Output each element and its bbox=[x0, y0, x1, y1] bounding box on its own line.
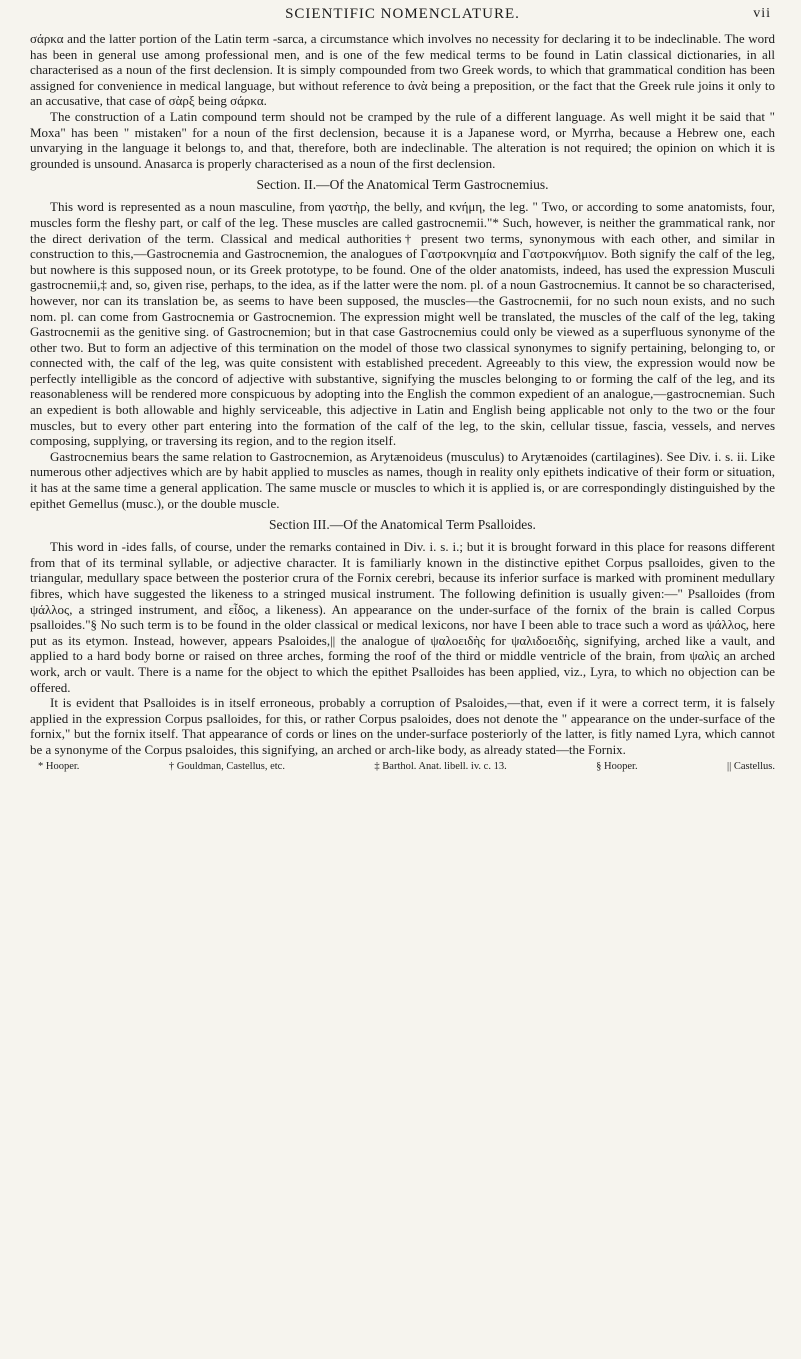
paragraph: This word is represented as a noun masculine, from γαστὴρ, the belly, and κνήμη, the leg. " Two, or according to some anatomists, four, muscles form the fleshy part, or calf of the leg. These muscles are called gastrocnemii."* Such, however, is neither the grammatical rank, nor the direct derivation of the term. Classical and medical authorities† present two terms, synonymous with each other, and similar in construction to this,—Gastrocnemia and Gastrocnemion, the analogues of Γαστροκνημία and Γαστροκνήμιον. Both signify the calf of the leg, but nowhere is this supposed noun, or its Greek prototype, to be found. One of the older anatomists, indeed, has used the expression Musculi gastrocnemii,‡ and, so, given rise, perhaps, to the idea, as if the latter were the nom. pl. of a noun Gastrocnemius. It cannot be so characterised, however, nor can its translation be, as seems to have been supposed, the muscles—the Gastrocnemii, for no such noun exists, and no such nom. pl. can come from Gastrocnemia or Gastrocnemion. The expression might well be translated, the muscles of the calf of the leg, taking Gastrocnemii as the genitive sing. of Gastrocnemion; but in that case Gastrocnemius could only be viewed as a superfluous synonyme of the other two. But to form an adjective of this termination on the model of those two classical synonymes to signify pertaining, belonging to, or connected with, the calf of the leg, was quite consistent with established precedent. Agreeably to this view, the expression would now be perfectly intelligible as the concord of adjective with substantive, signifying the muscles belonging to or forming the calf of the leg, and its reasonableness will be rendered more conspicuous by adopting into the English the common expedient of an analogue,—gastrocnemian. Such an expedient is both allowable and highly serviceable, this adjective in Latin and English being applicable not only to the two or the four muscles, but to every other part entering into the formation of the calf of the leg, to the skin, cellular tissue, fascia, vessels, and nerves composing, supplying, or traversing its region, and to the region itself. bbox=[30, 199, 775, 449]
paragraph: The construction of a Latin compound term should not be cramped by the rule of a different language. As well might it be said that " Moxa" has been " mistaken" for a noun of the first declension, because it is a Japanese word, or Myrrha, because a Hebrew one, each unvarying in the language it belongs to, and that, therefore, both are indeclinable. The alteration is not required; the opinion on which it is grounded is unsound. Anasarca is properly characterised as a noun of the first declension. bbox=[30, 108, 775, 171]
section-1-continuation bbox=[30, 31, 775, 171]
page-number: vii bbox=[753, 6, 771, 21]
footnote: ‡ Barthol. Anat. libell. iv. c. 13. bbox=[374, 760, 507, 772]
footnotes bbox=[30, 760, 775, 773]
footnote: * Hooper. bbox=[38, 760, 80, 772]
section-heading: Section III.—Of the Anatomical Term Psalloides. bbox=[269, 517, 536, 533]
section-heading: Section. II.—Of the Anatomical Term Gastrocnemius. bbox=[256, 177, 549, 193]
footnote: § Hooper. bbox=[596, 760, 638, 772]
footnote: || Castellus. bbox=[727, 760, 775, 772]
paragraph: Gastrocnemius bears the same relation to Gastrocnemion, as Arytænoideus (musculus) to Arytænoides (cartilagines). See Div. i. s. ii. Like numerous other adjectives which are by habit applied to muscles as names, though in reality only epithets indicative of their form or situation, it has at the same time a general application. The same muscle or muscles to which it is applied is, or are correspondingly distinguished by the epithet Gemellus (musc.), or the double muscle. bbox=[30, 448, 775, 511]
section-3 bbox=[30, 517, 775, 757]
paragraph: This word in -ides falls, of course, under the remarks contained in Div. i. s. i.; but it is brought forward in this place for reasons different from that of its terminal syllable, or adjective character. It is familiarly known in the distinctive epithet Corpus psalloides, given to the triangular, medullary space between the posterior crura of the Fornix cerebri, because its inferior surface is marked with prominent medullary fibres, which have suggested the likeness to a stringed musical instrument. The following definition is usually given:—" Psalloides (from ψάλλος, a stringed instrument, and εἶδος, a likeness). An appearance on the under-surface of the fornix of the brain is called Corpus psalloides."§ No such term is to be found in the older classical or medical lexicons, nor have I been able to trace such a word as ψάλλος, here put as its etymon. Instead, however, appears Psaloides,|| the analogue of ψαλοειδὴς for ψαλιδοειδὴς, signifying, arched like a vault, and applied to a hard body borne or raised on three arches, forming the roof of the third or middle ventricle of the brain, from ψαλὶς an arched work, arch or vault. There is a name for the object to which the epithet Psalloides has been applied, viz., Lyra, to which no objection can be offered. bbox=[30, 539, 775, 695]
paragraph: It is evident that Psalloides is in itself erroneous, probably a corruption of Psaloides,—that, even if it were a correct term, it is falsely applied in the expression Corpus psalloides, for this, or rather Corpus psaloides, does not denote the " appearance on the under-surface of the fornix," but the fornix itself. That appearance of cords or lines on the under-surface posteriorly of the latter, is fitly named Lyra, which cannot be a synonyme of the Corpus psaloides, this signifying, an arched or arch-like body, as already stated—the Fornix. bbox=[30, 695, 775, 757]
footnote: † Gouldman, Castellus, etc. bbox=[168, 760, 285, 772]
running-header bbox=[30, 6, 775, 28]
running-title: SCIENTIFIC NOMENCLATURE. bbox=[285, 6, 520, 22]
section-2 bbox=[30, 177, 775, 511]
paragraph: σάρκα and the latter portion of the Latin term -sarca, a circumstance which involves no necessity for declaring it to be indeclinable. The word has been in general use among professional men, and is one of the few medical terms to be found in Latin classical dictionaries, in all characterised as a noun of the first declension. It is simply compounded from two Greek words, to which that grammatical condition has been assigned for convenience in medical language, but without reference to ἀνὰ being a preposition, or the fact that the Greek rule joins it only to an accusative, that case of σὰρξ being σάρκα. bbox=[30, 31, 775, 109]
